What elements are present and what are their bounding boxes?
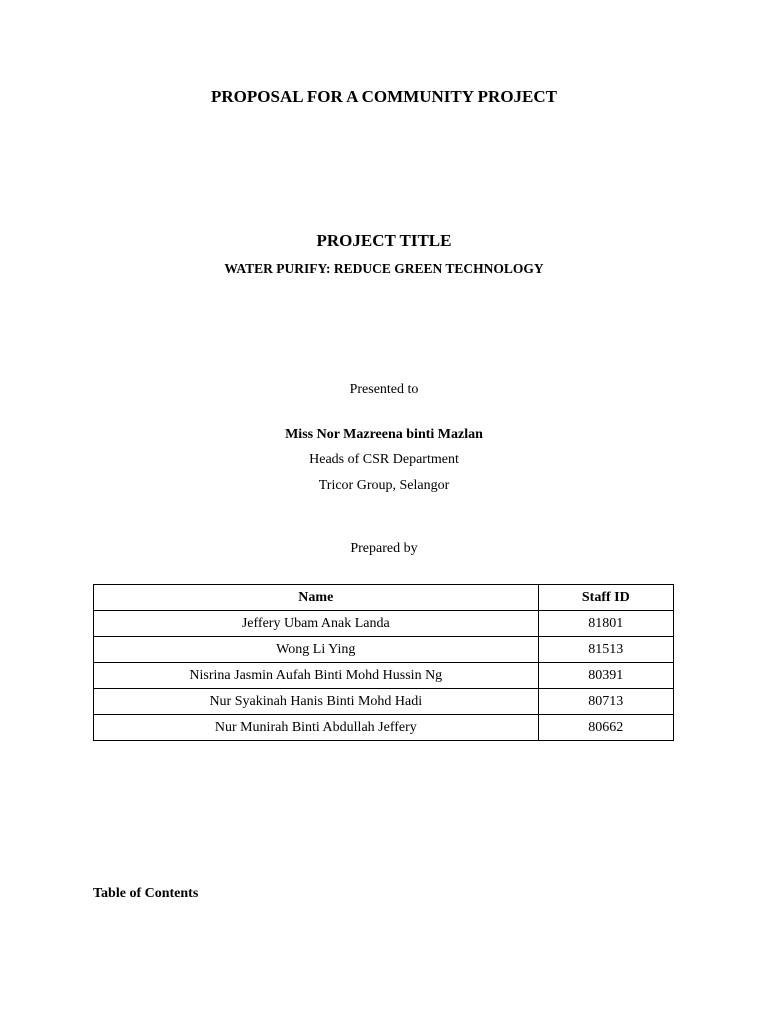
project-title-label: PROJECT TITLE	[316, 231, 452, 250]
presented-to-label: Presented to	[349, 382, 419, 397]
staff-id-cell: 80662	[538, 715, 673, 741]
staff-id-cell: 81513	[538, 637, 673, 663]
staff-id-cell: 80391	[538, 663, 673, 689]
table-row	[94, 663, 674, 689]
table-row	[94, 715, 674, 741]
recipient-role: Heads of CSR Department	[309, 452, 459, 467]
prepared-by-label: Prepared by	[350, 541, 418, 556]
table-row	[94, 637, 674, 663]
staff-table	[93, 584, 674, 741]
table-row	[94, 611, 674, 637]
staff-name-cell: Nisrina Jasmin Aufah Binti Mohd Hussin Ng	[94, 663, 539, 689]
header-staff-id: Staff ID	[538, 585, 673, 611]
recipient-name: Miss Nor Mazreena binti Mazlan	[285, 427, 483, 442]
project-title: WATER PURIFY: REDUCE GREEN TECHNOLOGY	[224, 261, 544, 276]
staff-id-cell: 80713	[538, 689, 673, 715]
table-header-row	[94, 585, 674, 611]
staff-name-cell: Nur Syakinah Hanis Binti Mohd Hadi	[94, 689, 539, 715]
staff-id-cell: 81801	[538, 611, 673, 637]
recipient-organization: Tricor Group, Selangor	[318, 478, 450, 493]
table-of-contents-heading: Table of Contents	[93, 886, 199, 901]
staff-name-cell: Nur Munirah Binti Abdullah Jeffery	[94, 715, 539, 741]
table-row	[94, 689, 674, 715]
document-title: PROPOSAL FOR A COMMUNITY PROJECT	[211, 87, 557, 106]
staff-name-cell: Wong Li Ying	[94, 637, 539, 663]
header-name: Name	[94, 585, 539, 611]
staff-name-cell: Jeffery Ubam Anak Landa	[94, 611, 539, 637]
